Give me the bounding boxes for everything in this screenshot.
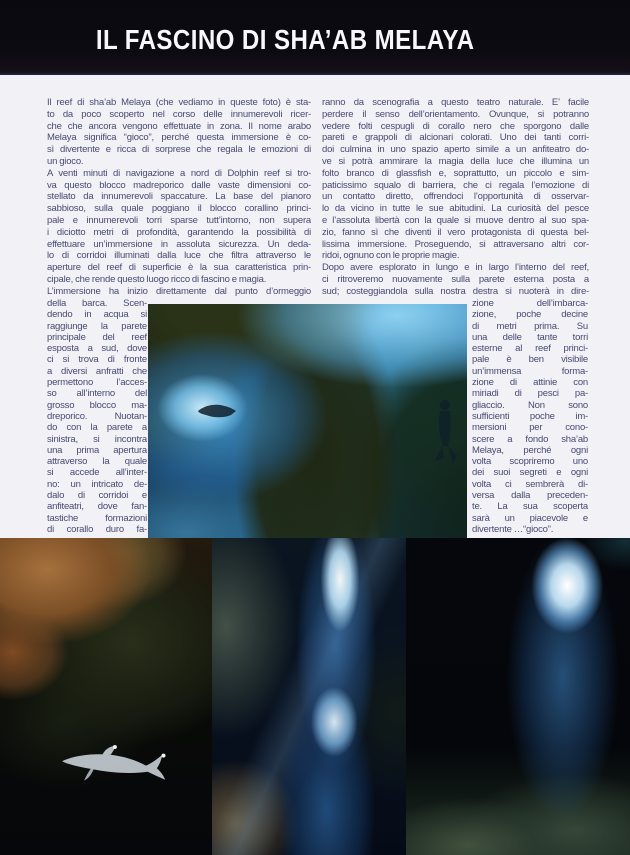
text-line: sabbioso, sulla quale poggiano il blocco corallino princi-: [47, 203, 311, 215]
text-line: i diciotto metri di profondità, garantendo la possibilità di: [47, 226, 311, 238]
text-line: esposta a sud, dove: [47, 343, 147, 355]
text-line: folto branco di glassfish e, soprattutto, un piccolo e sim-: [322, 167, 589, 179]
text-line: ci si trova di fronte: [47, 354, 147, 366]
shark-silhouette: [57, 742, 171, 786]
text-line: una prima apertura: [47, 444, 147, 456]
text-line: volta scopriremo uno: [472, 456, 588, 468]
text-line: a diversi anfratti che: [47, 365, 147, 377]
text-line: dei suoi segreti e ogni: [472, 467, 588, 479]
text-line: to da poco scoperto nel corso delle innumerevoli ricer-: [47, 108, 311, 120]
text-line: sufficienti poche im-: [472, 410, 588, 422]
text-line: effettuare un’immersione in assoluta sicurezza. Un deda-: [47, 238, 311, 250]
text-line: esterne al reef princi-: [472, 343, 588, 355]
text-line: pale e innumerevoli torri sparse tutt’intorno, non supera: [47, 214, 311, 226]
text-line: una delle tante torri: [472, 331, 588, 343]
text-line: di corallo duro fa-: [47, 523, 147, 535]
text-line: mersioni per cono-: [472, 422, 588, 434]
text-line: dreporico. Nuotan-: [47, 410, 147, 422]
text-line: principale del reef: [47, 331, 147, 343]
text-line: pareti e grappoli di alcionari colorati. Uno dei tanti corri-: [322, 132, 589, 144]
text-line: ci ritroveremo nuovamente sulla parete esterna posta a: [322, 273, 589, 285]
text-line: dendo in acqua si: [47, 309, 147, 321]
photo-reef-wall-shark: [0, 538, 212, 855]
text-line: zione di attinie con: [472, 377, 588, 389]
text-line: ve si potrà ammirare la magia della luce che illumina un: [322, 155, 589, 167]
text-line: Melaya significa “gioco”, perché questa immersione è co-: [47, 132, 311, 144]
text-line: un’immensa forma-: [472, 365, 588, 377]
text-line: zio, fanno sì che diventi il vero protagonista di questa bel-: [322, 226, 589, 238]
text-line: perdere il senso dell’orientamento. Ovunque, si potranno: [322, 108, 589, 120]
text-line: di metri prima. Su: [472, 320, 588, 332]
text-line: e l’assoluta libertà con la quale si muove dentro al suo spa-: [322, 214, 589, 226]
photo-cavern-light-burst: [406, 538, 630, 855]
text-line: un contatto diretto, offrendoci l’opportunità di osservar-: [322, 191, 589, 203]
text-line: vedere folti cespugli di corallo nero che sporgono dalle: [322, 120, 589, 132]
text-line: aperture del reef di superficie è la sua caratteristica prin-: [47, 262, 311, 274]
text-line: Dopo avere esplorato in lungo e in largo l’interno del reef,: [322, 262, 589, 274]
page-title: IL FASCINO DI SHA’AB MELAYA: [95, 23, 475, 55]
text-line: va questo blocco madreporico dalle vaste dimensioni co-: [47, 179, 311, 191]
article-column-right-wide: [322, 97, 589, 298]
text-line: do con la parete a: [47, 422, 147, 434]
text-line: della barca. Scen-: [47, 298, 147, 309]
text-line: paticissimo squalo di barriera, che ci regala l’emozione di: [322, 179, 589, 191]
text-line: anfiteatri, dove fan-: [47, 501, 147, 513]
text-line: A venti minuti di navigazione a nord di Dolphin reef si tro-: [47, 167, 311, 179]
title-bar: [0, 0, 630, 75]
text-line: permettono l’acces-: [47, 377, 147, 389]
article-column-left-wide: [47, 97, 311, 298]
text-line: sarà un piacevole e: [472, 512, 588, 524]
text-line: doi culmina in uno spazio aperto simile a un anfiteatro do-: [322, 144, 589, 156]
text-line: gliaccio. Non sono: [472, 399, 588, 411]
text-line: ridoi, ognuno con le proprie magie.: [322, 250, 460, 262]
text-line: zione, poche decine: [472, 309, 588, 321]
text-line: no: un intricato de-: [47, 478, 147, 490]
text-line: stellato da innumerevoli spaccature. La base del pianoro: [47, 191, 311, 203]
text-line: tastiche formazioni: [47, 512, 147, 524]
text-line: sì divertente e ricca di sorprese che regala le emozioni di: [47, 144, 311, 156]
text-line: lissima immersione. Proseguendo, si attraversano altri cor-: [322, 238, 589, 250]
text-line: ranno da scenografia a questo teatro naturale. E’ facile: [322, 97, 589, 108]
text-line: volta ci sembrerà di-: [472, 478, 588, 490]
text-line: attraverso la quale: [47, 456, 147, 468]
text-line: si accede all’inter-: [47, 467, 147, 479]
text-line: so all’interno del: [47, 388, 147, 400]
text-line: lo di corridoi illuminati dalla luce che filtra attraverso le: [47, 250, 311, 262]
text-line: che che ancora vengono effettuate in zona. Il nome arabo: [47, 120, 311, 132]
text-line: un gioco.: [47, 155, 84, 167]
text-line: lo da vicino in tutte le sue abitudini. La curiosità del pesce: [322, 203, 589, 215]
text-line: cipale, che rende questo luogo ricco di fascino e magia.: [47, 273, 267, 285]
text-line: miriadi di pesci pa-: [472, 388, 588, 400]
text-line: raggiunge la parete: [47, 320, 147, 332]
text-line: divertente …“gioco”.: [472, 523, 554, 535]
text-line: pale è ben visibile: [472, 354, 588, 366]
text-line: versa dalla preceden-: [472, 490, 588, 502]
text-line: grosso blocco ma-: [47, 399, 147, 411]
text-line: Il reef di sha’ab Melaya (che vediamo in queste foto) è sta-: [47, 97, 311, 108]
article-column-left-narrow: [47, 298, 147, 535]
photo-main-reef-arch: [148, 304, 467, 540]
text-line: zione dell’imbarca-: [472, 298, 588, 309]
grouper-fish-silhouette: [196, 402, 238, 420]
text-line: Melaya, perché ogni: [472, 444, 588, 456]
text-line: sud; costeggiandola sulla nostra destra si nuoterà in dire-: [322, 285, 589, 297]
diver-silhouette: [429, 398, 461, 466]
text-line: scere a fondo sha’ab: [472, 433, 588, 445]
text-line: sinistra, si incontra: [47, 433, 147, 445]
photo-canyon-light-crack: [212, 538, 406, 855]
text-line: L’immersione ha inizio direttamente dal punto d’ormeggio: [47, 285, 311, 297]
article-column-right-narrow: [472, 298, 588, 535]
text-line: te. La sua scoperta: [472, 501, 588, 513]
text-line: dalo di corridoi e: [47, 490, 147, 502]
